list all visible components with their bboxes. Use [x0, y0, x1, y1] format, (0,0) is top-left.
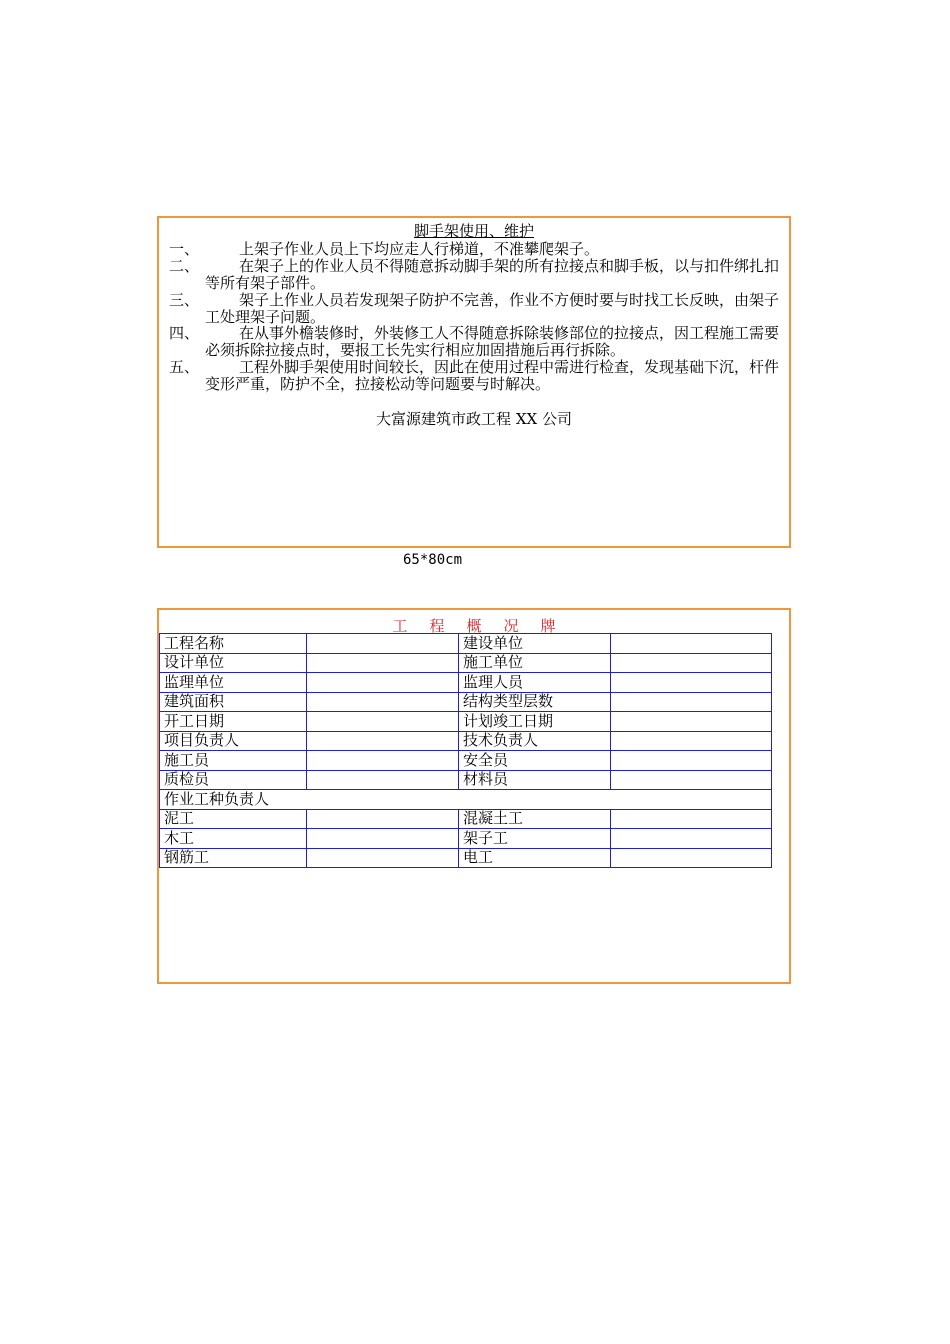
label-cell: 安全员 [459, 751, 611, 771]
notice-rule [169, 258, 779, 292]
table-row [160, 770, 772, 790]
value-cell [611, 673, 772, 693]
value-cell [307, 673, 459, 693]
rule-text: 上架子作业人员上下均应走人行梯道，不准攀爬架子。 [239, 240, 600, 258]
rule-number: 一、 [169, 240, 200, 258]
board-title-char: 工 [392, 617, 408, 635]
value-cell [611, 848, 772, 868]
label-cell: 监理人员 [459, 673, 611, 693]
label-cell: 施工单位 [459, 653, 611, 673]
label-cell: 施工员 [160, 751, 307, 771]
value-cell [611, 770, 772, 790]
label-cell: 架子工 [459, 829, 611, 849]
table-row [160, 829, 772, 849]
value-cell [611, 692, 772, 712]
label-cell: 材料员 [459, 770, 611, 790]
notice-rule [169, 359, 779, 393]
label-cell: 监理单位 [160, 673, 307, 693]
label-cell: 木工 [160, 829, 307, 849]
notice-rule [169, 292, 779, 326]
label-cell: 泥工 [160, 809, 307, 829]
table-row [160, 809, 772, 829]
label-cell: 项目负责人 [160, 731, 307, 751]
rule-text: 在从事外檐装修时，外装修工人不得随意拆除装修部位的拉接点，因工程施工需要必须拆除拉接点时，要报工长先实行相应加固措施后再行拆除。 [205, 324, 780, 359]
value-cell [611, 653, 772, 673]
project-overview-board [157, 608, 791, 984]
value-cell [611, 712, 772, 732]
value-cell [611, 809, 772, 829]
scaffold-notice-board [157, 216, 791, 548]
label-cell: 计划竣工日期 [459, 712, 611, 732]
value-cell [307, 751, 459, 771]
notice-rule [169, 325, 779, 359]
board-title-char: 况 [503, 617, 519, 635]
value-cell [307, 634, 459, 654]
value-cell [611, 751, 772, 771]
value-cell [307, 692, 459, 712]
board-title-char: 牌 [540, 617, 556, 635]
table-row [160, 848, 772, 868]
value-cell [611, 731, 772, 751]
value-cell [307, 829, 459, 849]
table-row [160, 634, 772, 654]
value-cell [307, 731, 459, 751]
trade-header-cell: 作业工种负责人 [160, 790, 307, 810]
table-row [160, 731, 772, 751]
value-cell [307, 770, 459, 790]
label-cell: 混凝土工 [459, 809, 611, 829]
rule-text: 在架子上的作业人员不得随意拆动脚手架的所有拉接点和脚手板，以与扣件绑扎扣等所有架子部件。 [205, 257, 780, 292]
label-cell: 结构类型层数 [459, 692, 611, 712]
table-row [160, 712, 772, 732]
label-cell: 工程名称 [160, 634, 307, 654]
rule-text: 架子上作业人员若发现架子防护不完善，作业不方便时要与时找工长反映，由架子工处理架子问题。 [205, 291, 780, 326]
project-info-table [159, 633, 772, 868]
board-title-char: 概 [466, 617, 482, 635]
table-row [160, 751, 772, 771]
value-cell [307, 653, 459, 673]
size-note: 65*80cm [403, 552, 463, 568]
rule-number: 二、 [169, 257, 200, 275]
notice-title: 脚手架使用、维护 [413, 222, 534, 240]
table-row [160, 653, 772, 673]
label-cell: 电工 [459, 848, 611, 868]
label-cell: 质检员 [160, 770, 307, 790]
label-cell: 开工日期 [160, 712, 307, 732]
rule-number: 五、 [169, 358, 200, 376]
rule-text: 工程外脚手架使用时间较长，因此在使用过程中需进行检查，发现基础下沉，杆件变形严重，防护不全，拉接松动等问题要与时解决。 [205, 358, 780, 393]
company-name: 大富源建筑市政工程 XX 公司 [376, 410, 572, 428]
label-cell: 钢筋工 [160, 848, 307, 868]
value-cell [307, 809, 459, 829]
label-cell: 建设单位 [459, 634, 611, 654]
label-cell: 技术负责人 [459, 731, 611, 751]
rule-number: 三、 [169, 291, 200, 309]
table-row [160, 790, 772, 810]
value-cell [611, 634, 772, 654]
label-cell: 设计单位 [160, 653, 307, 673]
value-cell [307, 712, 459, 732]
notice-rule [169, 241, 779, 258]
table-row [160, 692, 772, 712]
value-cell [611, 829, 772, 849]
board-title-char: 程 [429, 617, 445, 635]
table-row [160, 673, 772, 693]
value-cell [307, 848, 459, 868]
rule-number: 四、 [169, 324, 200, 342]
trade-header-blank [307, 790, 772, 810]
label-cell: 建筑面积 [160, 692, 307, 712]
